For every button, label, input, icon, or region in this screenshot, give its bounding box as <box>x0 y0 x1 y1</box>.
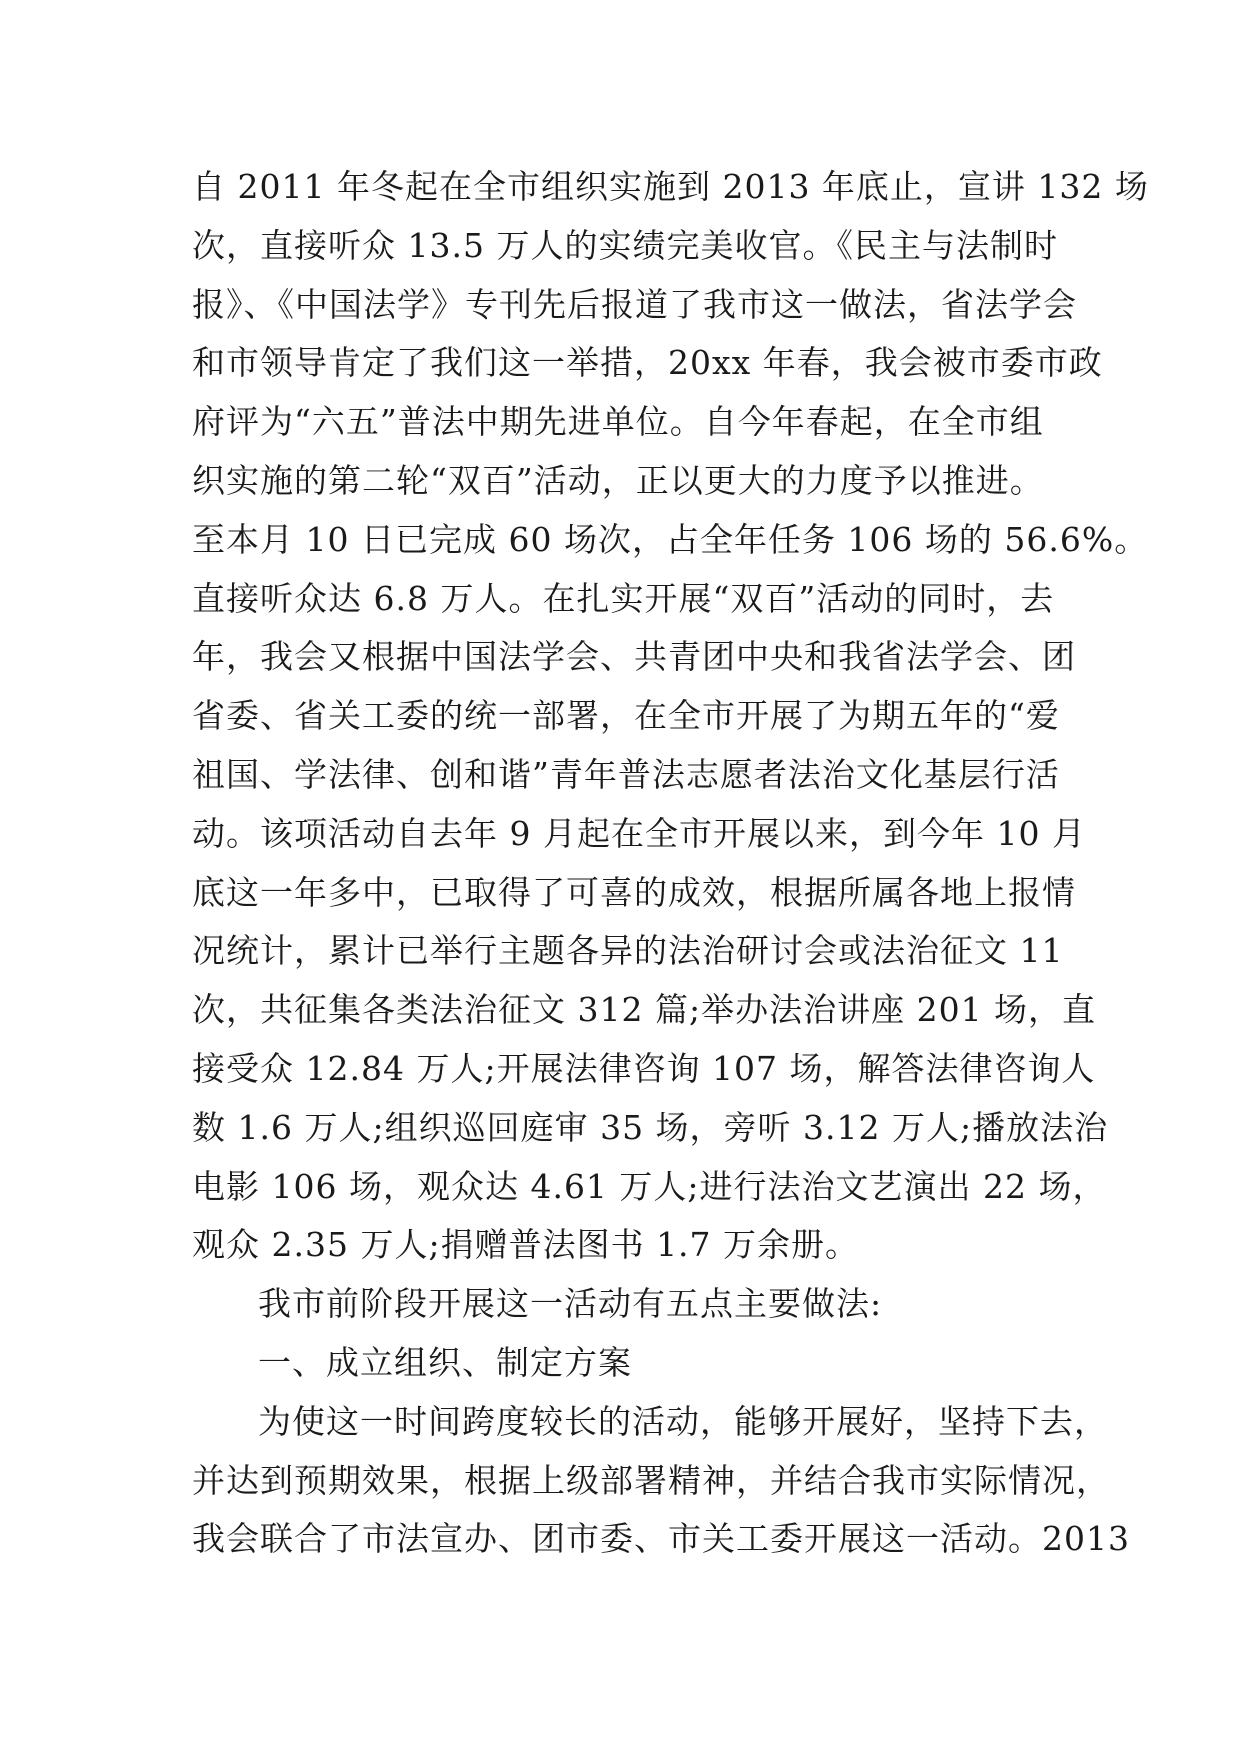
text-line: 并达到预期效果，根据上级部署精神，并结合我市实际情况， <box>192 1460 1110 1500</box>
text-line: 况统计，累计已举行主题各异的法治研讨会或法治征文 11 <box>192 931 1064 971</box>
text-line: 祖国、学法律、创和谐”青年普法志愿者法治文化基层行活 <box>192 754 1060 794</box>
text-line: 电影 106 场，观众达 4.61 万人;进行法治文艺演出 22 场， <box>192 1166 1107 1206</box>
text-line: 府评为“六五”普法中期先进单位。自今年春起，在全市组 <box>192 402 1044 442</box>
text-line: 我会联合了市法宣办、团市委、市关工委开展这一活动。2013 <box>192 1519 1130 1559</box>
text-line: 次，共征集各类法治征文 312 篇;举办法治讲座 201 场，直 <box>192 990 1097 1030</box>
text-line: 报》、《中国法学》专刊先后报道了我市这一做法，省法学会 <box>192 284 1077 324</box>
section-heading: 一、成立组织、制定方案 <box>258 1342 632 1382</box>
text-line: 省委、省关工委的统一部署，在全市开展了为期五年的“爱 <box>192 696 1060 736</box>
text-line: 为使这一时间跨度较长的活动，能够开展好，坚持下去， <box>258 1401 1108 1441</box>
text-line: 至本月 10 日已完成 60 场次，占全年任务 106 场的 56.6%。 <box>192 519 1149 559</box>
text-line: 织实施的第二轮“双百”活动，正以更大的力度予以推进。 <box>192 460 1044 500</box>
text-line: 底这一年多中，已取得了可喜的成效，根据所属各地上报情 <box>192 872 1076 912</box>
text-line: 动。该项活动自去年 9 月起在全市开展以来，到今年 10 月 <box>192 813 1086 853</box>
text-line: 自 2011 年冬起在全市组织实施到 2013 年底止，宣讲 132 场 <box>192 167 1149 206</box>
text-line: 年，我会又根据中国法学会、共青团中央和我省法学会、团 <box>192 637 1076 677</box>
text-line: 接受众 12.84 万人;开展法律咨询 107 场，解答法律咨询人 <box>192 1048 1096 1088</box>
body-text <box>192 158 1149 1569</box>
text-line: 直接听众达 6.8 万人。在扎实开展“双百”活动的同时，去 <box>192 578 1055 618</box>
text-line: 数 1.6 万人;组织巡回庭审 35 场，旁听 3.12 万人;播放法治 <box>192 1107 1109 1147</box>
text-line: 次，直接听众 13.5 万人的实绩完美收官。《民主与法制时 <box>192 225 1058 265</box>
text-line: 和市领导肯定了我们这一举措，20xx 年春，我会被市委市政 <box>192 343 1103 383</box>
paragraph-intro-line: 我市前阶段开展这一活动有五点主要做法: <box>258 1284 883 1324</box>
text-line: 观众 2.35 万人;捐赠普法图书 1.7 万余册。 <box>192 1225 860 1265</box>
